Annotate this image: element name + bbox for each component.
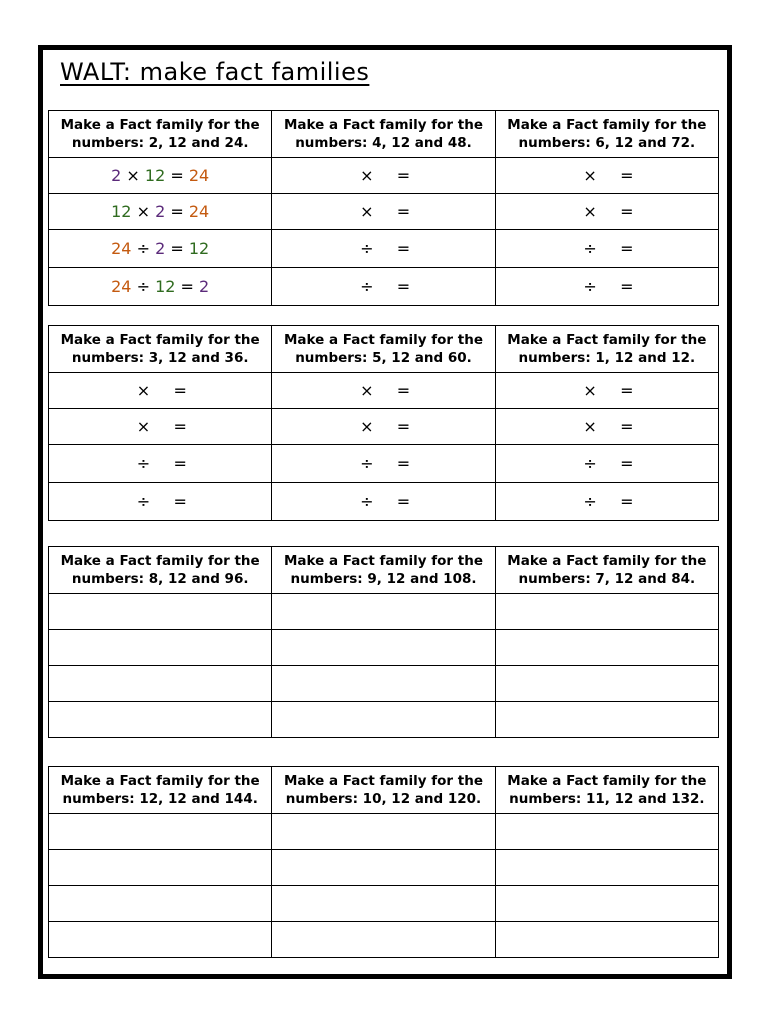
- answer-cell[interactable]: × =: [49, 373, 272, 409]
- answer-cell[interactable]: [272, 594, 495, 630]
- answer-cell[interactable]: [495, 630, 718, 666]
- answer-cell[interactable]: [495, 814, 718, 850]
- answer-cell[interactable]: [272, 814, 495, 850]
- answer-cell[interactable]: [49, 814, 272, 850]
- example-fact-cell: 24 ÷ 12 = 2: [49, 268, 272, 306]
- answer-cell[interactable]: × =: [272, 409, 495, 445]
- answer-cell[interactable]: × =: [495, 194, 718, 230]
- answer-cell[interactable]: [49, 886, 272, 922]
- fact-family-table-4: [48, 766, 719, 958]
- answer-cell[interactable]: [495, 850, 718, 886]
- answer-cell[interactable]: [272, 922, 495, 958]
- answer-cell[interactable]: [49, 922, 272, 958]
- answer-cell[interactable]: [495, 886, 718, 922]
- answer-cell[interactable]: ÷ =: [272, 268, 495, 306]
- answer-cell[interactable]: ÷ =: [272, 483, 495, 521]
- prompt-cell: Make a Fact family for the numbers: 12, 12 and 144.: [49, 767, 272, 814]
- example-fact-cell: 12 × 2 = 24: [49, 194, 272, 230]
- answer-cell[interactable]: [272, 666, 495, 702]
- answer-cell[interactable]: ÷ =: [495, 445, 718, 483]
- fact-family-table-2: [48, 325, 719, 521]
- prompt-cell: Make a Fact family for the numbers: 10, 12 and 120.: [272, 767, 495, 814]
- answer-cell[interactable]: [495, 922, 718, 958]
- answer-cell[interactable]: × =: [495, 158, 718, 194]
- answer-cell[interactable]: × =: [272, 194, 495, 230]
- answer-cell[interactable]: × =: [495, 409, 718, 445]
- prompt-cell: Make a Fact family for the numbers: 1, 12 and 12.: [495, 326, 718, 373]
- answer-cell[interactable]: [272, 702, 495, 738]
- answer-cell[interactable]: [49, 630, 272, 666]
- prompt-cell: Make a Fact family for the numbers: 3, 12 and 36.: [49, 326, 272, 373]
- page-title: WALT: make fact families: [60, 58, 370, 86]
- answer-cell[interactable]: ÷ =: [272, 445, 495, 483]
- example-fact-cell: 2 × 12 = 24: [49, 158, 272, 194]
- prompt-cell: Make a Fact family for the numbers: 4, 12 and 48.: [272, 111, 495, 158]
- answer-cell[interactable]: ÷ =: [495, 230, 718, 268]
- prompt-cell: Make a Fact family for the numbers: 9, 12 and 108.: [272, 547, 495, 594]
- answer-cell[interactable]: [272, 630, 495, 666]
- prompt-cell: Make a Fact family for the numbers: 11, 12 and 132.: [495, 767, 718, 814]
- prompt-cell: Make a Fact family for the numbers: 5, 12 and 60.: [272, 326, 495, 373]
- answer-cell[interactable]: [49, 850, 272, 886]
- example-fact-cell: 24 ÷ 2 = 12: [49, 230, 272, 268]
- fact-family-table-1: [48, 110, 719, 306]
- answer-cell[interactable]: ÷ =: [495, 483, 718, 521]
- answer-cell[interactable]: [49, 594, 272, 630]
- answer-cell[interactable]: [495, 594, 718, 630]
- answer-cell[interactable]: × =: [272, 158, 495, 194]
- answer-cell[interactable]: ÷ =: [272, 230, 495, 268]
- prompt-cell: Make a Fact family for the numbers: 2, 12 and 24.: [49, 111, 272, 158]
- answer-cell[interactable]: × =: [49, 409, 272, 445]
- answer-cell[interactable]: ÷ =: [49, 445, 272, 483]
- answer-cell[interactable]: ÷ =: [49, 483, 272, 521]
- answer-cell[interactable]: [272, 850, 495, 886]
- answer-cell[interactable]: [49, 666, 272, 702]
- answer-cell[interactable]: [495, 702, 718, 738]
- answer-cell[interactable]: × =: [495, 373, 718, 409]
- fact-family-table-3: [48, 546, 719, 738]
- answer-cell[interactable]: [49, 702, 272, 738]
- answer-cell[interactable]: × =: [272, 373, 495, 409]
- prompt-cell: Make a Fact family for the numbers: 8, 12 and 96.: [49, 547, 272, 594]
- answer-cell[interactable]: ÷ =: [495, 268, 718, 306]
- answer-cell[interactable]: [272, 886, 495, 922]
- prompt-cell: Make a Fact family for the numbers: 6, 12 and 72.: [495, 111, 718, 158]
- answer-cell[interactable]: [495, 666, 718, 702]
- prompt-cell: Make a Fact family for the numbers: 7, 12 and 84.: [495, 547, 718, 594]
